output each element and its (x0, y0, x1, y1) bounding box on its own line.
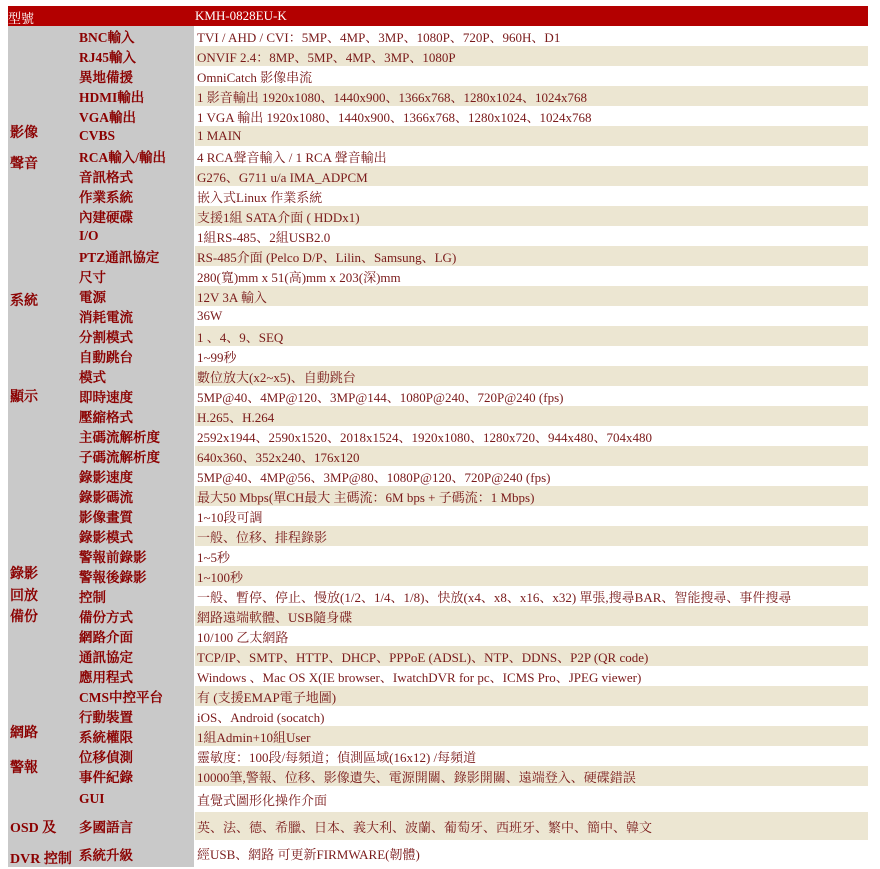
spec-row (76, 566, 868, 586)
spec-label: CVBS (76, 126, 194, 146)
spec-value: 2592x1944、2590x1520、2018x1524、1920x1080、1280x720、944x480、704x480 (195, 426, 868, 446)
spec-label: 多國語言 (76, 812, 194, 840)
spec-row (76, 266, 868, 286)
spec-label: 消耗電流 (76, 306, 194, 326)
spec-label: 警報後錄影 (76, 566, 194, 586)
spec-value: 網路遠端軟體、USB隨身碟 (195, 606, 868, 626)
spec-row (76, 546, 868, 566)
spec-row (76, 166, 868, 186)
spec-value: 最大50 Mbps(單CH最大 主碼流：6M bps + 子碼流：1 Mbps) (195, 486, 868, 506)
category-display: 顯示 (10, 390, 38, 405)
spec-label: 位移偵測 (76, 746, 194, 766)
spec-value: 10/100 乙太網路 (195, 626, 868, 646)
spec-row (76, 446, 868, 466)
spec-value: 英、法、德、希臘、日本、義大利、波蘭、葡萄牙、西班牙、繁中、簡中、韓文 (195, 812, 868, 840)
spec-row (76, 86, 868, 106)
model-number: KMH-0828EU-K (195, 8, 287, 23)
spec-label: 系統升級 (76, 840, 194, 867)
spec-label: 異地備援 (76, 66, 194, 86)
spec-label: RCA輸入/輸出 (76, 146, 194, 166)
spec-label: 行動裝置 (76, 706, 194, 726)
spec-value: 1 影音輸出 1920x1080、1440x900、1366x768、1280x1024、1024x768 (195, 86, 868, 106)
spec-value: 640x360、352x240、176x120 (195, 446, 868, 466)
spec-row (76, 626, 868, 646)
spec-label: 通訊協定 (76, 646, 194, 666)
spec-row (76, 366, 868, 386)
spec-row (76, 506, 868, 526)
spec-value: Windows 、Mac OS X(IE browser、IwatchDVR for pc、ICMS Pro、JPEG viewer) (195, 666, 868, 686)
spec-row (76, 726, 868, 746)
spec-row (76, 206, 868, 226)
spec-row (76, 666, 868, 686)
spec-row (76, 26, 868, 46)
category-audio: 聲音 (10, 157, 38, 172)
spec-label: 內建硬碟 (76, 206, 194, 226)
spec-label: 子碼流解析度 (76, 446, 194, 466)
spec-value: 1~10段可調 (195, 506, 868, 526)
spec-row (76, 526, 868, 546)
spec-row (76, 106, 868, 126)
spec-label: 即時速度 (76, 386, 194, 406)
spec-value: 一般、暫停、停止、慢放(1/2、1/4、1/8)、快放(x4、x8、x16、x32) 單張,搜尋BAR、智能搜尋、事件搜尋 (195, 586, 868, 606)
spec-label: PTZ通訊協定 (76, 246, 194, 266)
spec-row (76, 606, 868, 626)
spec-label: RJ45輸入 (76, 46, 194, 66)
spec-label: 系統權限 (76, 726, 194, 746)
spec-value: 經USB、網路 可更新FIRMWARE(韌體) (195, 840, 868, 867)
spec-value: 支援1組 SATA介面 ( HDDx1) (195, 206, 868, 226)
spec-value: 嵌入式Linux 作業系統 (195, 186, 868, 206)
spec-label: 應用程式 (76, 666, 194, 686)
spec-table (8, 6, 868, 867)
spec-row (76, 246, 868, 266)
spec-value: 1 、4、9、SEQ (195, 326, 868, 346)
spec-label: 壓縮格式 (76, 406, 194, 426)
spec-value: 10000筆,警報、位移、影像遺失、電源開關、錄影開關、遠端登入、硬碟錯誤 (195, 766, 868, 786)
spec-label: GUI (76, 786, 194, 812)
spec-value: 一般、位移、排程錄影 (195, 526, 868, 546)
category-playback: 回放 (10, 589, 38, 604)
spec-row (76, 186, 868, 206)
category-alarm: 警報 (10, 761, 38, 776)
category-video: 影像 (10, 126, 38, 141)
spec-row (76, 286, 868, 306)
spec-label: 分割模式 (76, 326, 194, 346)
spec-label: 警報前錄影 (76, 546, 194, 566)
category-record: 錄影 (10, 567, 38, 582)
spec-value: 36W (195, 306, 868, 326)
spec-row (76, 812, 868, 840)
spec-value: 1~5秒 (195, 546, 868, 566)
spec-row (76, 66, 868, 86)
spec-row (76, 306, 868, 326)
spec-label: 錄影模式 (76, 526, 194, 546)
spec-row (76, 146, 868, 166)
spec-row (76, 646, 868, 666)
spec-value: iOS、Android (socatch) (195, 706, 868, 726)
spec-row (76, 426, 868, 446)
spec-row (76, 46, 868, 66)
spec-row (76, 486, 868, 506)
category-network: 網路 (10, 726, 38, 741)
spec-row (76, 786, 868, 812)
spec-value: ONVIF 2.4：8MP、5MP、4MP、3MP、1080P (195, 46, 868, 66)
spec-value: 1 MAIN (195, 126, 868, 146)
spec-label: 錄影碼流 (76, 486, 194, 506)
spec-label: 主碼流解析度 (76, 426, 194, 446)
spec-value: 1~100秒 (195, 566, 868, 586)
spec-label: 尺寸 (76, 266, 194, 286)
spec-label: I/O (76, 226, 194, 246)
spec-label: 作業系統 (76, 186, 194, 206)
model-label: 型號 (8, 11, 35, 26)
spec-label: BNC輸入 (76, 26, 194, 46)
spec-value: 有 (支援EMAP電子地圖) (195, 686, 868, 706)
spec-row (76, 766, 868, 786)
spec-value: TCP/IP、SMTP、HTTP、DHCP、PPPoE (ADSL)、NTP、DDNS、P2P (QR code) (195, 646, 868, 666)
spec-label: 音訊格式 (76, 166, 194, 186)
spec-label: VGA輸出 (76, 106, 194, 126)
category-system: 系統 (10, 294, 38, 309)
spec-label: 電源 (76, 286, 194, 306)
spec-value: 12V 3A 輸入 (195, 286, 868, 306)
spec-value: 4 RCA聲音輸入 / 1 RCA 聲音輸出 (195, 146, 868, 166)
category-dvr-control: DVR 控制 (10, 852, 72, 867)
spec-label: 網路介面 (76, 626, 194, 646)
table-header (8, 6, 868, 26)
spec-row (76, 406, 868, 426)
spec-value: 直覺式圖形化操作介面 (195, 786, 868, 812)
spec-label: 模式 (76, 366, 194, 386)
spec-row (76, 346, 868, 366)
spec-value: H.265、H.264 (195, 406, 868, 426)
category-column (8, 26, 76, 867)
spec-row (76, 126, 868, 146)
spec-row (76, 840, 868, 867)
spec-label: 控制 (76, 586, 194, 606)
spec-row (76, 746, 868, 766)
spec-row (76, 706, 868, 726)
spec-row (76, 226, 868, 246)
spec-value: 1組Admin+10組User (195, 726, 868, 746)
spec-row (76, 386, 868, 406)
spec-row (76, 586, 868, 606)
spec-value: 1~99秒 (195, 346, 868, 366)
spec-value: OmniCatch 影像串流 (195, 66, 868, 86)
spec-label: 影像畫質 (76, 506, 194, 526)
spec-value: 1 VGA 輸出 1920x1080、1440x900、1366x768、1280x1024、1024x768 (195, 106, 868, 126)
spec-value: RS-485介面 (Pelco D/P、Lilin、Samsung、LG) (195, 246, 868, 266)
spec-value: 5MP@40、4MP@120、3MP@144、1080P@240、720P@240 (fps) (195, 386, 868, 406)
spec-row (76, 466, 868, 486)
spec-label: HDMI輸出 (76, 86, 194, 106)
spec-label: CMS中控平台 (76, 686, 194, 706)
spec-label: 事件紀錄 (76, 766, 194, 786)
spec-value: G276、G711 u/a IMA_ADPCM (195, 166, 868, 186)
spec-value: 靈敏度：100段/每頻道；偵測區域(16x12) /每頻道 (195, 746, 868, 766)
category-backup: 備份 (10, 610, 38, 625)
spec-value: 數位放大(x2~x5)、自動跳台 (195, 366, 868, 386)
category-osd: OSD 及 (10, 821, 57, 836)
spec-row (76, 686, 868, 706)
spec-label: 錄影速度 (76, 466, 194, 486)
spec-label: 備份方式 (76, 606, 194, 626)
spec-row (76, 326, 868, 346)
spec-value: 5MP@40、4MP@56、3MP@80、1080P@120、720P@240 (fps) (195, 466, 868, 486)
spec-value: 1組RS-485、2組USB2.0 (195, 226, 868, 246)
spec-value: TVI / AHD / CVI：5MP、4MP、3MP、1080P、720P、960H、D1 (195, 26, 868, 46)
spec-value: 280(寬)mm x 51(高)mm x 203(深)mm (195, 266, 868, 286)
spec-label: 自動跳台 (76, 346, 194, 366)
